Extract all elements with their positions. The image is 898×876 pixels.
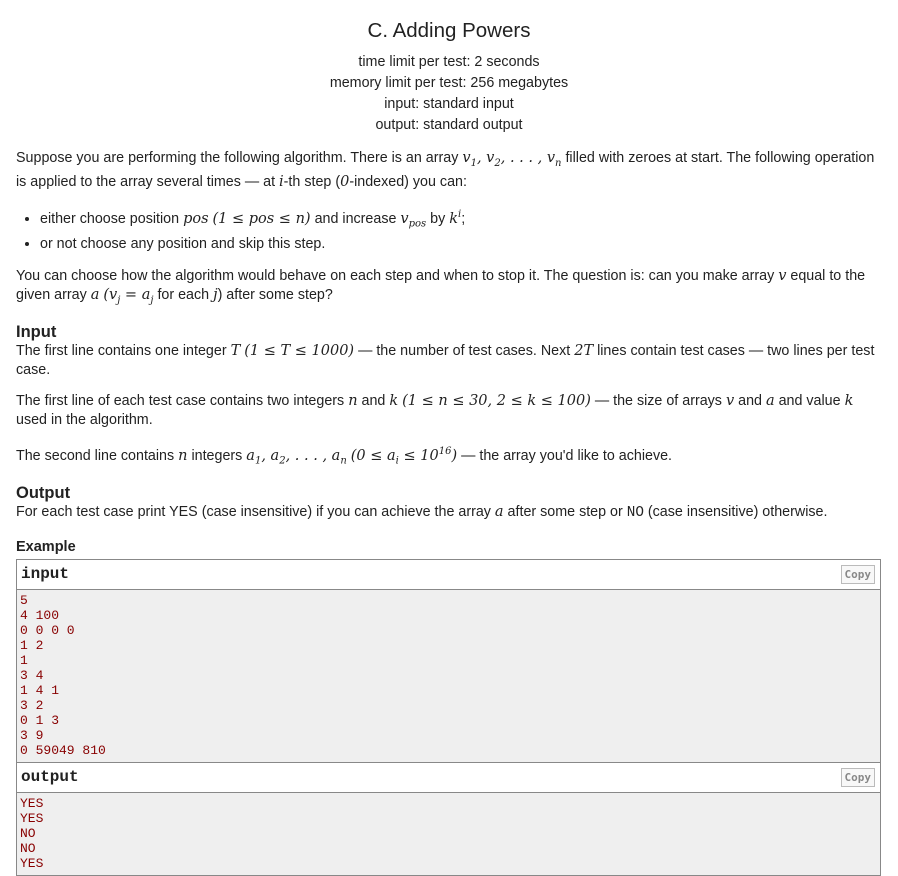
input-paragraph-1: The first line contains one integer T (1 ≤ T ≤ 1000) — the number of test cases. Next 2T lines contain test cases — two lines per test case. — [16, 343, 875, 379]
output-section-title: Output — [16, 483, 71, 502]
sample-input-header — [17, 560, 880, 590]
sample-output-text[interactable]: YES YES NO NO YES — [17, 793, 880, 875]
sample-output-label: output — [21, 767, 79, 786]
output-specification — [16, 483, 882, 523]
time-limit: time limit per test: 2 seconds — [358, 54, 540, 70]
sample-input-text[interactable]: 5 4 100 0 0 0 0 1 2 1 3 4 1 4 1 3 2 0 1 3 3 9 0 59049 810 — [17, 590, 880, 763]
sample-input-label: input — [21, 564, 70, 583]
input-paragraph-2: The first line of each test case contains two integers n and k (1 ≤ n ≤ 30, 2 ≤ k ≤ 100) — the size of arrays v and a and value k used in the algorithm. — [16, 393, 854, 429]
list-item: • or not choose any position and skip this step. — [40, 234, 882, 255]
problem-header — [16, 0, 882, 136]
copy-input-button[interactable]: Copy — [841, 565, 876, 584]
problem-page — [16, 0, 882, 876]
output-paragraph-1: For each test case print YES (case insensitive) if you can achieve the array a after some step or NO (case insensitive) otherwise. — [16, 503, 828, 521]
input-paragraph-3: The second line contains n integers $a_1$, $a_2$, . . . , $a_n$ $(0 \le a_i \le 10^{16})$ — the array you'd like to achieve. — [16, 446, 673, 467]
problem-title: C. Adding Powers — [367, 19, 531, 42]
input-file: input: standard input — [384, 96, 514, 112]
example-section — [16, 537, 882, 876]
copy-output-button[interactable]: Copy — [841, 768, 876, 787]
operation-list — [16, 204, 882, 256]
example-title: Example — [16, 538, 76, 555]
list-item: • either choose position pos (1 ≤ pos ≤ n) and increase $v_{pos}$ by $k^i$; — [40, 204, 882, 235]
problem-statement — [16, 149, 882, 310]
sample-tests — [16, 559, 881, 876]
statement-paragraph-1: Suppose you are performing the following algorithm. There is an array $v_1$, $v_2$, . . . , $v_n$ filled with zeroes at start. The following operation is applied to the array several times — at i-th step (0-indexed) you can: — [16, 150, 875, 190]
statement-paragraph-2: You can choose how the algorithm would behave on each step and when to stop it. The question is: can you make array v equal to the given array a ($v_j = a_j$ for each j) after some step? — [16, 268, 866, 307]
input-specification — [16, 322, 882, 471]
input-section-title: Input — [16, 323, 57, 342]
sample-output-header — [17, 763, 880, 793]
output-file: output: standard output — [375, 117, 523, 133]
memory-limit: memory limit per test: 256 megabytes — [329, 75, 569, 91]
